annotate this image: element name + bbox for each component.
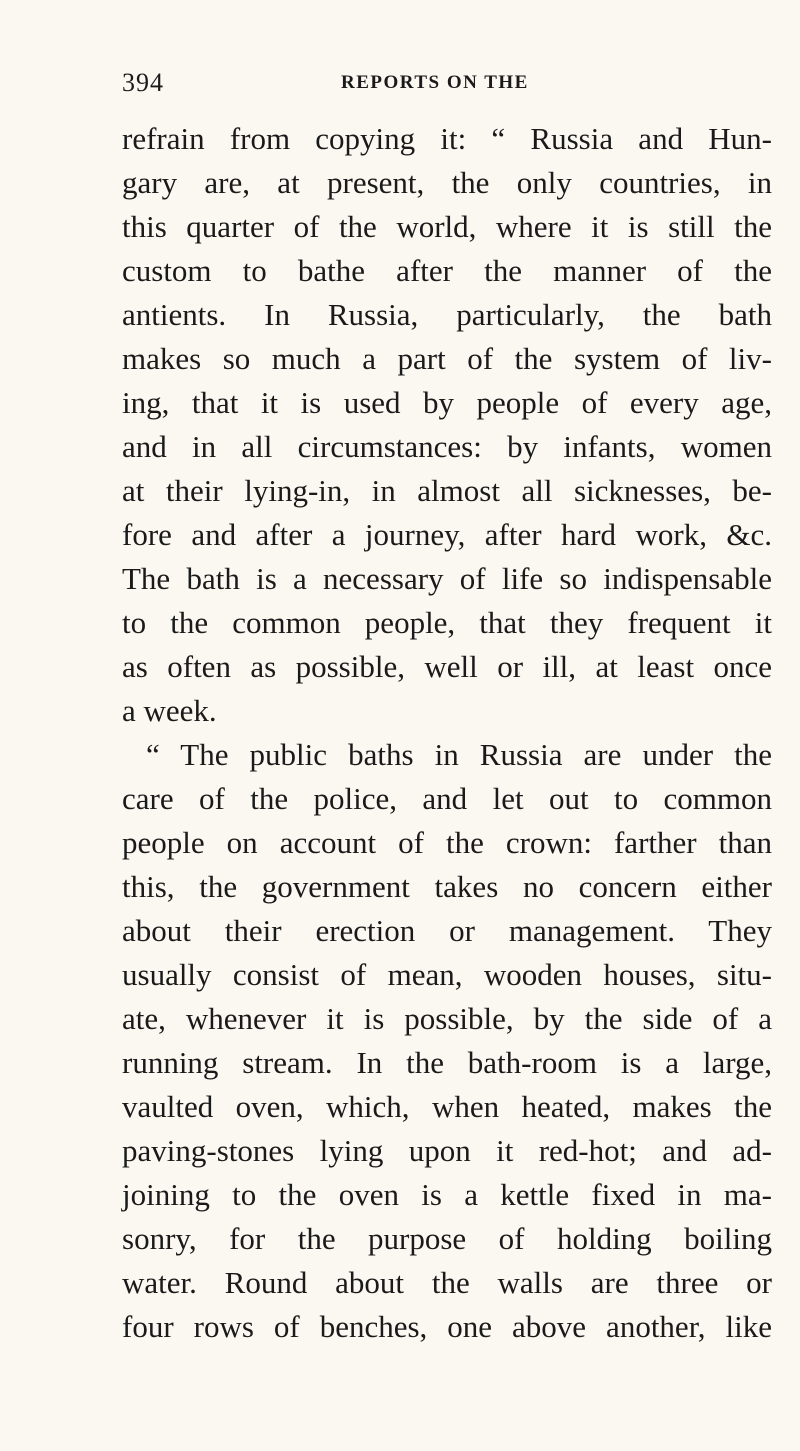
running-head <box>122 68 702 100</box>
text-line: four rows of benches, one above another, like <box>122 1309 772 1344</box>
text-line: a week. <box>122 693 217 728</box>
text-line: this, the government takes no concern either <box>122 869 772 904</box>
text-line: custom to bathe after the manner of the <box>122 253 772 288</box>
text-line: vaulted oven, which, when heated, makes the <box>122 1089 772 1124</box>
text-line: makes so much a part of the system of liv- <box>122 341 772 376</box>
text-line: The bath is a necessary of life so indispensable <box>122 561 772 596</box>
text-line: antients. In Russia, particularly, the bath <box>122 297 772 332</box>
text-line: to the common people, that they frequent it <box>122 605 772 640</box>
text-line: gary are, at present, the only countries, in <box>122 165 772 200</box>
text-line: sonry, for the purpose of holding boiling <box>122 1221 772 1256</box>
running-title: REPORTS ON THE <box>341 72 529 93</box>
text-line: water. Round about the walls are three or <box>122 1265 772 1300</box>
text-line: paving-stones lying upon it red-hot; and ad- <box>122 1133 772 1168</box>
body-text <box>122 117 772 1349</box>
page-number: 394 <box>122 68 164 97</box>
text-line: and in all circumstances: by infants, women <box>122 429 772 464</box>
text-line: about their erection or management. They <box>122 913 772 948</box>
text-line: joining to the oven is a kettle fixed in ma- <box>122 1177 772 1212</box>
text-line: ate, whenever it is possible, by the side of a <box>122 1001 772 1036</box>
text-line: “ The public baths in Russia are under the <box>146 737 772 772</box>
text-line: running stream. In the bath-room is a large, <box>122 1045 772 1080</box>
text-line: at their lying-in, in almost all sicknesses, be- <box>122 473 772 508</box>
paragraph-2 <box>122 733 772 1349</box>
paragraph-1 <box>122 117 772 733</box>
text-line: care of the police, and let out to common <box>122 781 772 816</box>
text-line: refrain from copying it: “ Russia and Hun- <box>122 121 772 156</box>
text-line: people on account of the crown: farther than <box>122 825 772 860</box>
text-line: fore and after a journey, after hard work, &c. <box>122 517 772 552</box>
text-line: usually consist of mean, wooden houses, situ- <box>122 957 772 992</box>
text-line: ing, that it is used by people of every age, <box>122 385 772 420</box>
text-line: as often as possible, well or ill, at least once <box>122 649 772 684</box>
text-line: this quarter of the world, where it is still the <box>122 209 772 244</box>
